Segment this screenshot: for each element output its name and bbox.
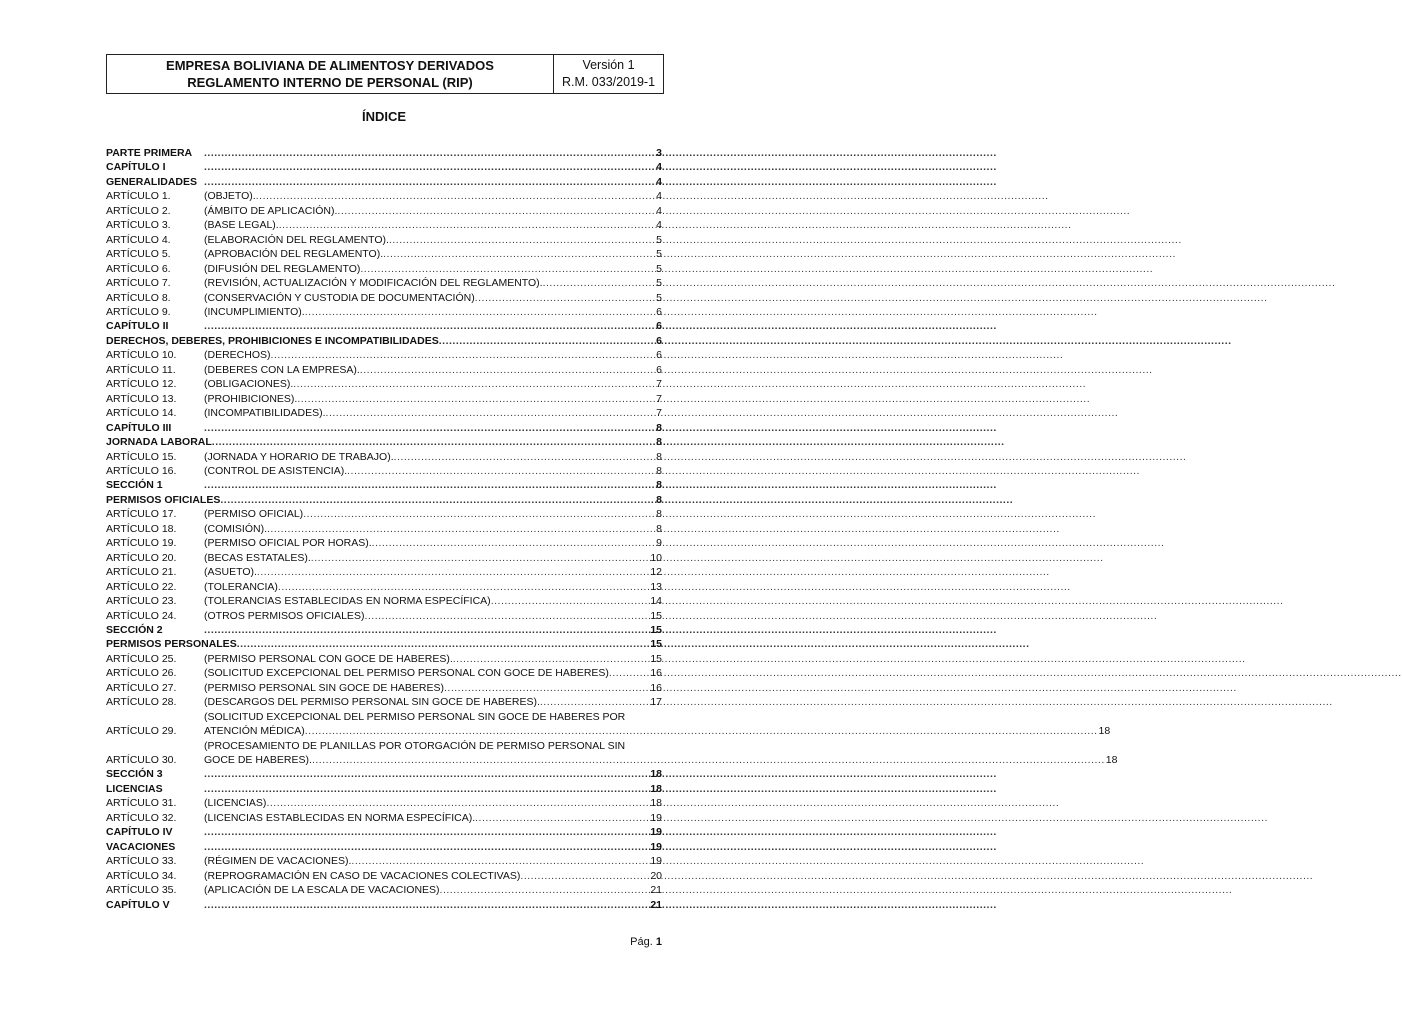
toc-entry[interactable]: [106, 262, 662, 276]
toc-entry-number: CAPÍTULO III: [106, 421, 172, 434]
toc-entry-page: 8: [656, 436, 662, 449]
toc-entry-number: ARTÍCULO 22.: [106, 580, 177, 593]
toc-entry[interactable]: [106, 348, 662, 362]
toc-entry-title: (ELABORACIÓN DEL REGLAMENTO).: [204, 233, 389, 246]
toc-dot-leader: [297, 392, 655, 406]
toc-entry-number: ARTÍCULO 9.: [106, 305, 171, 318]
toc-dot-leader: [237, 637, 650, 651]
toc-entry-number: ARTÍCULO 6.: [106, 262, 171, 275]
toc-entry-page: 12: [650, 566, 662, 579]
toc-entry[interactable]: [106, 811, 662, 825]
toc-entry-number: ARTÍCULO 11.: [106, 363, 176, 376]
toc-entry-number: ARTÍCULO 14.: [106, 407, 177, 420]
toc-entry-page: 8: [656, 450, 662, 463]
toc-entry-page: 16: [650, 667, 662, 680]
toc-entry-page: 15: [650, 652, 662, 665]
toc-entry-number: ARTÍCULO 19.: [106, 537, 177, 550]
toc-entry-page: 19: [650, 840, 662, 853]
toc-entry-number: CAPÍTULO I: [106, 161, 166, 174]
toc-entry[interactable]: [106, 796, 662, 810]
toc-entry-title: (SOLICITUD EXCEPCIONAL DEL PERMISO PERSONAL CON GOCE DE HABERES): [204, 667, 609, 680]
toc-entry[interactable]: [106, 377, 662, 391]
toc-entry-page: 7: [656, 378, 662, 391]
toc-entry-page: 10: [650, 551, 662, 564]
toc-entry-page: 6: [656, 334, 662, 347]
toc-dot-leader: [204, 782, 649, 796]
toc-entry[interactable]: [106, 536, 662, 550]
toc-entry-page: 19: [650, 826, 662, 839]
toc-dot-leader: [204, 160, 655, 174]
toc-dot-leader: [305, 305, 655, 319]
toc-entry[interactable]: [106, 681, 662, 695]
toc-dot-leader: [383, 247, 655, 261]
toc-dot-leader: [475, 811, 649, 825]
toc-entry-page: 7: [656, 392, 662, 405]
toc-dot-leader: [204, 623, 649, 637]
document-header: [106, 54, 664, 94]
toc-entry-title: (ASUETO).: [204, 566, 257, 579]
toc-entry[interactable]: [106, 840, 662, 854]
toc-entry-number: ARTÍCULO 29.: [106, 725, 177, 738]
toc-entry-page: 18: [1098, 725, 1111, 738]
toc-entry-number: ARTÍCULO 31.: [106, 797, 177, 810]
toc-entry-heading: JORNADA LABORAL: [106, 436, 212, 449]
toc-entry-number: ARTÍCULO 8.: [106, 291, 171, 304]
toc-entry[interactable]: [106, 406, 662, 420]
toc-entry-title: (SOLICITUD EXCEPCIONAL DEL PERMISO PERSONAL SIN GOCE DE HABERES POR: [204, 710, 626, 723]
toc-dot-leader: [360, 262, 655, 276]
toc-entry-title: (CONTROL DE ASISTENCIA).: [204, 464, 348, 477]
toc-dot-leader: [204, 146, 655, 160]
toc-entry[interactable]: [106, 450, 662, 464]
toc-dot-leader: [439, 334, 655, 348]
toc-entry-title: (DIFUSIÓN DEL REGLAMENTO): [204, 262, 361, 275]
toc-entry-number: SECCIÓN 1: [106, 479, 163, 492]
toc-entry-number: CAPÍTULO II: [106, 320, 169, 333]
toc-entry[interactable]: [106, 565, 662, 579]
toc-entry[interactable]: [106, 276, 662, 290]
toc-dot-leader: [303, 507, 655, 521]
toc-entry-number: ARTÍCULO 13.: [106, 392, 177, 405]
toc-entry[interactable]: [106, 233, 662, 247]
toc-entry[interactable]: [106, 421, 662, 435]
toc-dot-leader: [212, 435, 655, 449]
toc-entry-number: ARTÍCULO 35.: [106, 884, 177, 897]
toc-entry-title: (PERMISO OFICIAL POR HORAS).: [204, 537, 372, 550]
toc-entry[interactable]: [106, 363, 662, 377]
toc-entry[interactable]: [106, 247, 662, 261]
toc-dot-leader: [520, 869, 649, 883]
toc-entry[interactable]: [106, 204, 662, 218]
toc-dot-leader: [293, 377, 655, 391]
toc-entry[interactable]: [106, 580, 662, 594]
toc-dot-leader: [372, 536, 656, 550]
toc-dot-leader: [389, 233, 655, 247]
toc-entry-number: ARTÍCULO 7.: [106, 277, 171, 290]
toc-dot-leader: [609, 666, 649, 680]
toc-entry-title: (PROCESAMIENTO DE PLANILLAS POR OTORGACIÓN DE PERMISO PERSONAL SIN: [204, 739, 626, 752]
toc-entry-page: 18: [1105, 754, 1118, 767]
toc-entry[interactable]: [106, 637, 662, 651]
toc-entry-title: (PERMISO OFICIAL): [204, 508, 304, 521]
toc-entry-title: (LICENCIAS ESTABLECIDAS EN NORMA ESPECÍFICA).: [204, 811, 476, 824]
footer-page-number: 1: [655, 936, 662, 948]
toc-entry[interactable]: [106, 319, 662, 333]
toc-entry-title: (INCUMPLIMIENTO).: [204, 305, 305, 318]
toc-dot-leader: [347, 464, 655, 478]
toc-entry[interactable]: [106, 175, 662, 189]
toc-dot-leader: [278, 580, 649, 594]
toc-dot-leader: [204, 767, 649, 781]
toc-entry[interactable]: [106, 189, 662, 203]
toc-entry-page: 5: [656, 233, 662, 246]
toc-dot-leader: [271, 348, 656, 362]
toc-entry-title: (PERMISO PERSONAL SIN GOCE DE HABERES): [204, 681, 444, 694]
toc-dot-leader: [204, 898, 649, 912]
toc-entry-number: ARTÍCULO 10.: [106, 349, 177, 362]
toc-entry-page: 4: [656, 175, 662, 188]
toc-dot-leader: [337, 204, 655, 218]
toc-entry-title: (RÉGIMEN DE VACACIONES).: [204, 855, 352, 868]
toc-entry-title: (PROHIBICIONES).: [204, 392, 298, 405]
toc-entry-number: VACACIONES: [106, 840, 176, 853]
toc-entry-title: (APROBACIÓN DEL REGLAMENTO).: [204, 248, 384, 261]
toc-entry-title: (OBJETO).: [204, 190, 256, 203]
toc-entry-number: ARTÍCULO 4.: [106, 233, 171, 246]
toc-entry-title: (TOLERANCIAS ESTABLECIDAS EN NORMA ESPECÍFICA): [204, 595, 491, 608]
toc-entry-page: 8: [656, 479, 662, 492]
toc-entry-title: (DESCARGOS DEL PERMISO PERSONAL SIN GOCE DE HABERES).: [204, 696, 540, 709]
toc-dot-leader: [220, 493, 655, 507]
toc-entry-page: 19: [650, 811, 662, 824]
toc-entry-number: ARTÍCULO 15.: [106, 450, 177, 463]
toc-entry-page: 6: [656, 320, 662, 333]
toc-dot-leader: [351, 854, 649, 868]
toc-entry-page: 18: [650, 768, 662, 781]
toc-entry-number: ARTÍCULO 2.: [106, 204, 171, 217]
toc-entry-page: 16: [650, 681, 662, 694]
toc-entry-number: ARTÍCULO 33.: [106, 855, 177, 868]
toc-entry-title: (REVISIÓN, ACTUALIZACIÓN Y MODIFICACIÓN DEL REGLAMENTO).: [204, 277, 543, 290]
toc-dot-leader: [256, 189, 655, 203]
toc-dot-leader: [266, 796, 649, 810]
toc-entry-page: 20: [650, 869, 662, 882]
toc-entry-number: ARTÍCULO 34.: [106, 869, 177, 882]
header-org-line1: EMPRESA BOLIVIANA DE ALIMENTOSY DERIVADOS: [166, 58, 494, 73]
toc-entry[interactable]: [106, 522, 662, 536]
toc-entry-page: 8: [656, 493, 662, 506]
toc-entry-title: (COMISIÓN).: [204, 522, 267, 535]
toc-entry-number: ARTÍCULO 23.: [106, 595, 177, 608]
toc-entry-title-continued: GOCE DE HABERES).: [204, 754, 312, 767]
toc-entry[interactable]: [106, 854, 662, 868]
toc-entry-number: ARTÍCULO 28.: [106, 696, 177, 709]
toc-entry[interactable]: [106, 160, 662, 174]
toc-dot-leader: [475, 291, 655, 305]
toc-entry-number: ARTÍCULO 21.: [106, 566, 177, 579]
toc-entry-page: 13: [650, 580, 662, 593]
toc-entry-title: (DERECHOS): [204, 349, 271, 362]
toc-entry-title: (REPROGRAMACIÓN EN CASO DE VACACIONES COLECTIVAS): [204, 869, 521, 882]
toc-entry-page: 9: [656, 537, 662, 550]
toc-entry-number: ARTÍCULO 25.: [106, 652, 177, 665]
toc-entry-number: ARTÍCULO 12.: [106, 378, 177, 391]
toc-entry-title: (OTROS PERMISOS OFICIALES): [204, 609, 365, 622]
toc-entry-heading: PERMISOS PERSONALES: [106, 638, 237, 651]
toc-entry-number: ARTÍCULO 17.: [106, 508, 177, 521]
toc-dot-leader: [543, 276, 656, 290]
toc-entry[interactable]: [106, 392, 662, 406]
toc-entry-number: ARTÍCULO 30.: [106, 754, 177, 767]
toc-entry[interactable]: [106, 767, 662, 781]
toc-entry[interactable]: [106, 291, 662, 305]
toc-entry-page: 5: [656, 291, 662, 304]
toc-entry-page: 8: [656, 464, 662, 477]
toc-dot-leader: [312, 753, 1105, 767]
toc-entry[interactable]: [106, 652, 662, 666]
toc-entry-page: 18: [650, 797, 662, 810]
toc-dot-leader: [453, 652, 650, 666]
toc-entry-page: 19: [650, 855, 662, 868]
toc-entry-heading: PERMISOS OFICIALES: [106, 493, 221, 506]
toc-dot-leader: [491, 594, 650, 608]
toc-entry-number: CAPÍTULO V: [106, 898, 170, 911]
footer-page-label: Pág.: [630, 936, 653, 948]
toc-entry-page: 5: [656, 277, 662, 290]
toc-entry-page: 14: [650, 595, 662, 608]
toc-entry-page: 3: [656, 147, 662, 159]
toc-entry[interactable]: [106, 898, 662, 912]
toc-entry-number: CAPÍTULO IV: [106, 826, 173, 839]
toc-entry-number: ARTÍCULO 27.: [106, 681, 177, 694]
header-org-line2: REGLAMENTO INTERNO DE PERSONAL (RIP): [187, 75, 473, 90]
toc-entry-heading: DERECHOS, DEBERES, PROHIBICIONES E INCOMPATIBILIDADES: [106, 334, 439, 347]
toc-dot-leader: [267, 522, 655, 536]
toc-entry-title: (JORNADA Y HORARIO DE TRABAJO).: [204, 450, 394, 463]
toc-entry-number: LICENCIAS: [106, 782, 163, 795]
toc-dot-leader: [311, 551, 650, 565]
toc-entry[interactable]: [106, 739, 1118, 768]
toc-entry-page: 8: [656, 421, 662, 434]
toc-entry[interactable]: [106, 883, 662, 897]
toc-entry-number: PARTE PRIMERA: [106, 147, 193, 159]
toc-entry[interactable]: [106, 478, 662, 492]
toc-entry-page: 18: [650, 782, 662, 795]
toc-entry-title: (ÁMBITO DE APLICACIÓN).: [204, 204, 338, 217]
toc-entry[interactable]: [106, 869, 662, 883]
toc-entry-page: 5: [656, 248, 662, 261]
toc-entry-page: 5: [656, 262, 662, 275]
toc-entry[interactable]: [106, 218, 662, 232]
toc-entry-page: 4: [656, 219, 662, 232]
header-resolution: R.M. 033/2019-1: [561, 75, 656, 89]
toc-entry-page: 8: [656, 522, 662, 535]
toc-entry-title-continued: ATENCIÓN MÉDICA): [204, 725, 305, 738]
toc-entry-number: ARTÍCULO 24.: [106, 609, 177, 622]
toc-entry[interactable]: [106, 507, 662, 521]
toc-entry-title: (INCOMPATIBILIDADES).: [204, 407, 326, 420]
header-version-cell: [554, 55, 664, 94]
toc-dot-leader: [279, 218, 655, 232]
toc-entry-page: 4: [656, 190, 662, 203]
toc-entry-number: ARTÍCULO 3.: [106, 219, 171, 232]
header-organization: [107, 55, 554, 94]
toc-entry-page: 15: [650, 623, 662, 636]
toc-entry-number: GENERALIDADES: [106, 175, 198, 188]
toc-entry-page: 4: [656, 161, 662, 174]
toc-entry-title: (DEBERES CON LA EMPRESA).: [204, 363, 360, 376]
toc-entry-number: SECCIÓN 2: [106, 623, 163, 636]
toc-entry-title: (TOLERANCIA): [204, 580, 278, 593]
toc-entry-page: 4: [656, 204, 662, 217]
toc-dot-leader: [364, 609, 649, 623]
toc-dot-leader: [204, 175, 655, 189]
page-footer: [630, 936, 662, 948]
toc-dot-leader: [305, 724, 1098, 738]
toc-entry-number: ARTÍCULO 32.: [106, 811, 177, 824]
toc-entry-title: (PERMISO PERSONAL CON GOCE DE HABERES).: [204, 652, 453, 665]
toc-entry-page: 6: [656, 363, 662, 376]
toc-entry[interactable]: [106, 825, 662, 839]
toc-entry-number: ARTÍCULO 5.: [106, 248, 171, 261]
toc-entry-page: 15: [650, 638, 662, 651]
toc-entry[interactable]: [106, 493, 662, 507]
toc-entry[interactable]: [106, 464, 662, 478]
toc-entry[interactable]: [106, 551, 662, 565]
table-of-contents: [106, 146, 1118, 912]
toc-dot-leader: [360, 363, 655, 377]
toc-entry[interactable]: [106, 695, 662, 709]
toc-entry[interactable]: [106, 782, 662, 796]
toc-entry-page: 15: [650, 609, 662, 622]
toc-entry[interactable]: [106, 609, 662, 623]
toc-entry[interactable]: [106, 334, 662, 348]
toc-dot-leader: [257, 565, 649, 579]
toc-entry[interactable]: [106, 666, 662, 680]
toc-entry-title: (APLICACIÓN DE LA ESCALA DE VACACIONES): [204, 884, 440, 897]
toc-entry-page: 6: [656, 305, 662, 318]
toc-entry[interactable]: [106, 710, 1111, 739]
toc-entry-title: (BECAS ESTATALES).: [204, 551, 311, 564]
toc-entry[interactable]: [106, 623, 662, 637]
toc-dot-leader: [440, 883, 650, 897]
toc-entry[interactable]: [106, 146, 662, 160]
toc-entry[interactable]: [106, 305, 662, 319]
toc-entry-page: 7: [656, 407, 662, 420]
toc-entry-title: (BASE LEGAL).: [204, 219, 279, 232]
toc-entry-number: SECCIÓN 3: [106, 768, 163, 781]
toc-dot-leader: [204, 825, 649, 839]
toc-entry-title: (OBLIGACIONES).: [204, 378, 294, 391]
toc-entry-page: 17: [650, 696, 662, 709]
toc-dot-leader: [204, 478, 655, 492]
toc-dot-leader: [326, 406, 656, 420]
toc-entry-number: ARTÍCULO 20.: [106, 551, 177, 564]
toc-entry-number: ARTÍCULO 18.: [106, 522, 177, 535]
toc-entry-page: 6: [656, 349, 662, 362]
toc-entry-page: 21: [650, 884, 662, 897]
toc-entry-page: 8: [656, 508, 662, 521]
toc-entry-title: (CONSERVACIÓN Y CUSTODIA DE DOCUMENTACIÓN): [204, 291, 475, 304]
toc-dot-leader: [444, 681, 649, 695]
toc-entry[interactable]: [106, 594, 662, 608]
toc-entry-number: ARTÍCULO 16.: [106, 464, 177, 477]
header-version: Versión 1: [582, 58, 635, 72]
toc-dot-leader: [204, 421, 655, 435]
toc-entry-title: (LICENCIAS): [204, 797, 267, 810]
index-title: ÍNDICE: [361, 109, 407, 124]
toc-dot-leader: [204, 840, 649, 854]
toc-dot-leader: [540, 695, 649, 709]
toc-dot-leader: [204, 319, 655, 333]
toc-dot-leader: [394, 450, 656, 464]
toc-entry-page: 21: [650, 898, 662, 911]
toc-entry-number: ARTÍCULO 1.: [106, 190, 171, 203]
toc-entry[interactable]: [106, 435, 662, 449]
toc-entry-number: ARTÍCULO 26.: [106, 667, 177, 680]
